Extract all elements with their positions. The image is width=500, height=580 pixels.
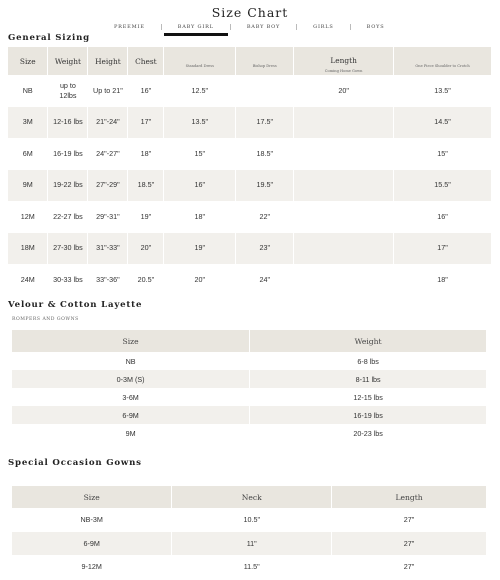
cell-size: 18M bbox=[8, 233, 48, 265]
cell-bishop-dress: 23" bbox=[236, 233, 294, 265]
cell-bishop-dress bbox=[236, 75, 294, 107]
cell-gown-length bbox=[294, 233, 394, 265]
cell-one-piece: 15.5" bbox=[394, 170, 492, 202]
tab-baby-boy[interactable]: BABY BOY bbox=[246, 24, 281, 30]
cell-neck: 11" bbox=[172, 532, 332, 556]
velour-table bbox=[12, 330, 487, 442]
cell-size: 12M bbox=[8, 201, 48, 233]
cell-height: 31"-33" bbox=[88, 233, 128, 265]
cell-standard-dress: 15" bbox=[164, 138, 236, 170]
cell-weight: 8-11 lbs bbox=[250, 370, 487, 388]
cell-size: 6-9M bbox=[12, 532, 172, 556]
cell-bishop-dress: 19.5" bbox=[236, 170, 294, 202]
header-standard-dress: Standard Dress bbox=[164, 47, 236, 75]
cell-chest: 17" bbox=[128, 107, 164, 139]
cell-height: 21"-24" bbox=[88, 107, 128, 139]
cell-weight: 6-8 lbs bbox=[250, 352, 487, 370]
general-sizing-title: General Sizing bbox=[8, 33, 90, 43]
cell-length: 27" bbox=[332, 532, 487, 556]
tab-girls[interactable]: GIRLS bbox=[313, 24, 334, 30]
table-row bbox=[8, 264, 492, 296]
table-row bbox=[12, 424, 487, 442]
size-tabs bbox=[98, 24, 400, 36]
cell-neck: 11.5" bbox=[172, 555, 332, 579]
cell-standard-dress: 13.5" bbox=[164, 107, 236, 139]
cell-one-piece: 14.5" bbox=[394, 107, 492, 139]
cell-length: 27" bbox=[332, 555, 487, 579]
cell-one-piece: 13.5" bbox=[394, 75, 492, 107]
cell-size: 9-12M bbox=[12, 555, 172, 579]
cell-height: 29"-31" bbox=[88, 201, 128, 233]
cell-bishop-dress: 24" bbox=[236, 264, 294, 296]
table-row bbox=[8, 75, 492, 107]
table-row bbox=[8, 107, 492, 139]
header-length-label: Length bbox=[330, 55, 357, 65]
cell-chest: 19" bbox=[128, 201, 164, 233]
table-row bbox=[8, 233, 492, 265]
header-height: Height bbox=[88, 47, 128, 75]
cell-gown-length bbox=[294, 264, 394, 296]
cell-chest: 18" bbox=[128, 138, 164, 170]
cell-weight: 22-27 lbs bbox=[48, 201, 88, 233]
header-weight: Weight bbox=[48, 47, 88, 75]
cell-standard-dress: 18" bbox=[164, 201, 236, 233]
header-size: Size bbox=[8, 47, 48, 75]
cell-length: 27" bbox=[332, 508, 487, 532]
header-bishop-dress: Bishop Dress bbox=[236, 47, 294, 75]
general-sizing-table bbox=[8, 47, 492, 296]
cell-size: 3-6M bbox=[12, 388, 250, 406]
header-weight: Weight bbox=[250, 330, 487, 352]
header-length: Length bbox=[332, 486, 487, 508]
cell-one-piece: 17" bbox=[394, 233, 492, 265]
header-size: Size bbox=[12, 330, 250, 352]
cell-gown-length bbox=[294, 170, 394, 202]
cell-standard-dress: 12.5" bbox=[164, 75, 236, 107]
cell-weight: 12-15 lbs bbox=[250, 388, 487, 406]
table-row bbox=[12, 388, 487, 406]
cell-gown-length bbox=[294, 201, 394, 233]
cell-size: 6M bbox=[8, 138, 48, 170]
table-row bbox=[8, 170, 492, 202]
cell-bishop-dress: 17.5" bbox=[236, 107, 294, 139]
cell-one-piece: 18" bbox=[394, 264, 492, 296]
header-neck: Neck bbox=[172, 486, 332, 508]
cell-one-piece: 16" bbox=[394, 201, 492, 233]
cell-standard-dress: 19" bbox=[164, 233, 236, 265]
cell-weight: 27-30 lbs bbox=[48, 233, 88, 265]
tab-baby-girl[interactable]: BABY GIRL bbox=[162, 24, 230, 36]
page-title: Size Chart bbox=[211, 5, 289, 20]
header-length bbox=[294, 47, 394, 75]
cell-size: 0-3M (S) bbox=[12, 370, 250, 388]
cell-size: 9M bbox=[8, 170, 48, 202]
cell-size: 9M bbox=[12, 424, 250, 442]
cell-weight: 16-19 lbs bbox=[250, 406, 487, 424]
cell-one-piece: 15" bbox=[394, 138, 492, 170]
cell-bishop-dress: 22" bbox=[236, 201, 294, 233]
special-occasion-table bbox=[12, 486, 487, 579]
table-row bbox=[12, 532, 487, 556]
cell-weight: 30-33 lbs bbox=[48, 264, 88, 296]
velour-title: Velour & Cotton Layette bbox=[8, 300, 143, 310]
special-occasion-title: Special Occasion Gowns bbox=[8, 458, 142, 468]
cell-chest: 18.5" bbox=[128, 170, 164, 202]
table-row bbox=[12, 352, 487, 370]
cell-height: Up to 21" bbox=[88, 75, 128, 107]
cell-height: 24"-27" bbox=[88, 138, 128, 170]
cell-weight: up to 12lbs bbox=[48, 75, 88, 107]
header-one-piece: One Piece Shoulder to Crotch bbox=[394, 47, 492, 75]
cell-size: NB bbox=[12, 352, 250, 370]
table-row bbox=[12, 370, 487, 388]
cell-weight: 19-22 lbs bbox=[48, 170, 88, 202]
cell-height: 33"-36" bbox=[88, 264, 128, 296]
table-row bbox=[8, 138, 492, 170]
cell-weight: 16-19 lbs bbox=[48, 138, 88, 170]
header-size: Size bbox=[12, 486, 172, 508]
header-chest: Chest bbox=[128, 47, 164, 75]
header-length-sub: Coming Home Gown bbox=[324, 68, 363, 73]
velour-subtitle: ROMPERS AND GOWNS bbox=[12, 317, 79, 322]
cell-size: 6-9M bbox=[12, 406, 250, 424]
table-row bbox=[12, 555, 487, 579]
cell-size: 24M bbox=[8, 264, 48, 296]
table-row bbox=[12, 406, 487, 424]
cell-weight: 12-16 lbs bbox=[48, 107, 88, 139]
table-header-row bbox=[12, 486, 487, 508]
table-header-row bbox=[8, 47, 492, 75]
cell-size: 3M bbox=[8, 107, 48, 139]
cell-gown-length: 20" bbox=[294, 75, 394, 107]
cell-gown-length bbox=[294, 138, 394, 170]
tab-boys[interactable]: BOYS bbox=[366, 24, 385, 30]
table-row bbox=[8, 201, 492, 233]
cell-chest: 16" bbox=[128, 75, 164, 107]
tab-preemie[interactable]: PREEMIE bbox=[114, 24, 145, 30]
table-row bbox=[12, 508, 487, 532]
cell-standard-dress: 16" bbox=[164, 170, 236, 202]
cell-height: 27"-29" bbox=[88, 170, 128, 202]
cell-weight: 20-23 lbs bbox=[250, 424, 487, 442]
table-header-row bbox=[12, 330, 487, 352]
cell-chest: 20" bbox=[128, 233, 164, 265]
cell-bishop-dress: 18.5" bbox=[236, 138, 294, 170]
cell-chest: 20.5" bbox=[128, 264, 164, 296]
cell-size: NB bbox=[8, 75, 48, 107]
cell-neck: 10.5" bbox=[172, 508, 332, 532]
cell-gown-length bbox=[294, 107, 394, 139]
cell-standard-dress: 20" bbox=[164, 264, 236, 296]
cell-size: NB-3M bbox=[12, 508, 172, 532]
